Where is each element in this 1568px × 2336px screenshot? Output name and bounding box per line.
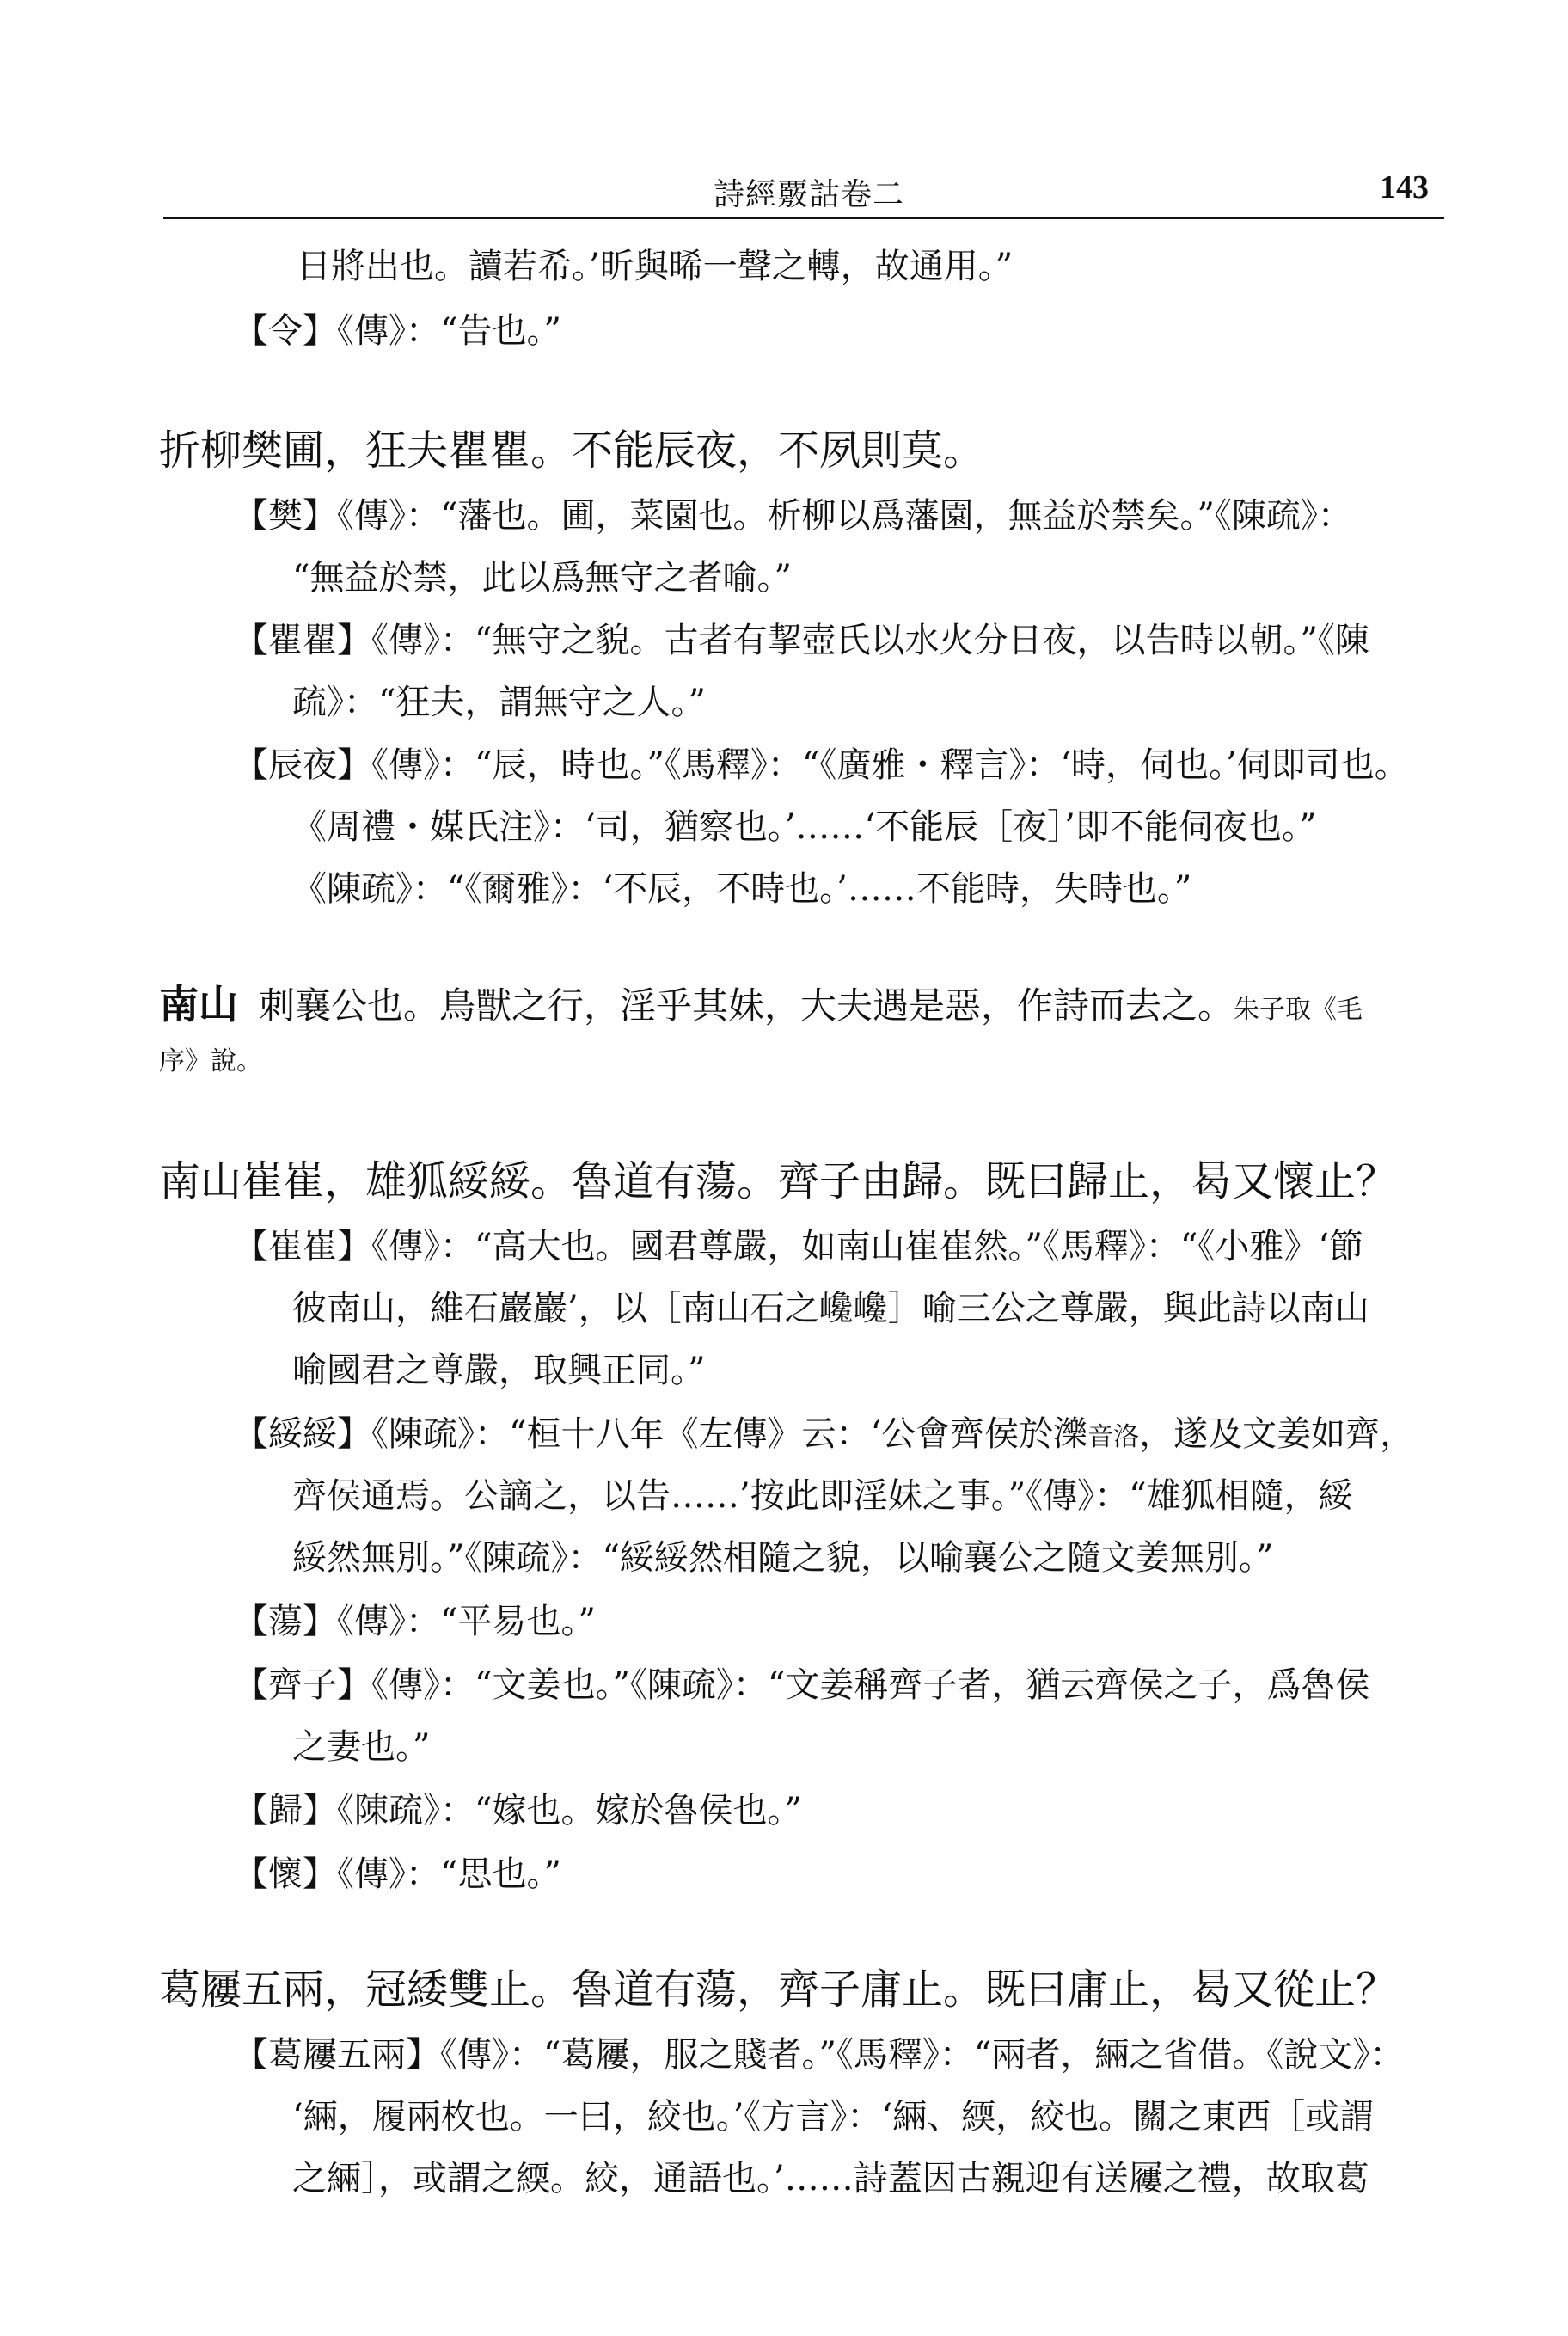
running-title: 詩經覈詁卷二	[714, 177, 905, 212]
poem-preface-line	[159, 981, 1363, 1027]
gloss-line: 【令】《傳》：“告也。”	[234, 311, 561, 351]
gloss-text: 【綏綏】《陳疏》：“桓十八年《左傳》云：‘公會齊侯於濼	[234, 1414, 1088, 1454]
gloss-continuation: 《周禮・媒氏注》：‘司，猶察也。’……‘不能辰［夜］’即不能伺夜也。”	[292, 807, 1317, 847]
gloss-line: 【歸】《陳疏》：“嫁也。嫁於魯侯也。”	[234, 1791, 802, 1830]
gloss-line: 【懷】《傳》：“思也。”	[234, 1855, 561, 1894]
preface-note: 朱子取《毛	[1234, 995, 1363, 1025]
gloss-continuation: “無益於禁，此以爲無守之者喻。”	[292, 558, 792, 598]
gloss-line: 【辰夜】《傳》：“辰，時也。”《馬釋》：“《廣雅・釋言》：‘時，伺也。’伺即司也。	[234, 745, 1409, 785]
gloss-continuation: 彼南山，維石巖巖’，以［南山石之巉巉］喻三公之尊嚴，與此詩以南山	[292, 1289, 1369, 1328]
verse-line: 折柳樊圃，狂夫瞿瞿。不能辰夜，不夙則莫。	[159, 426, 985, 475]
text-line: 日將出也。讀若希。’昕與晞一聲之轉，故通用。”	[297, 247, 1014, 286]
gloss-line: 【葛屨五兩】《傳》：“葛屨，服之賤者。”《馬釋》：“兩者，緉之省借。《說文》：	[234, 2035, 1405, 2075]
gloss-line: 【崔崔】《傳》：“高大也。國君尊嚴，如南山崔崔然。”《馬釋》：“《小雅》‘節	[234, 1227, 1364, 1266]
verse-line: 葛屨五兩，冠緌雙止。魯道有蕩，齊子庸止。既曰庸止，曷又從止？	[159, 1965, 1398, 2014]
gloss-line: 【樊】《傳》：“藩也。圃，菜園也。析柳以爲藩園，無益於禁矣。”《陳疏》：	[234, 496, 1352, 536]
gloss-line: 【蕩】《傳》：“平易也。”	[234, 1602, 596, 1641]
gloss-continuation: 喻國君之尊嚴，取興正同。”	[292, 1351, 706, 1390]
gloss-line	[234, 1414, 1415, 1454]
gloss-continuation: 之妻也。”	[292, 1727, 431, 1767]
header-rule	[163, 217, 1444, 219]
gloss-text: ，遂及文姜如齊，	[1139, 1414, 1415, 1454]
gloss-continuation: 疏》：“狂夫，謂無守之人。”	[292, 683, 706, 722]
gloss-continuation: 《陳疏》：“《爾雅》：‘不辰，不時也。’……不能時，失時也。”	[292, 869, 1192, 909]
gloss-continuation: 齊侯通焉。公謫之，以告……’按此即淫妹之事。”《傳》：“雄狐相隨，綏	[292, 1476, 1353, 1516]
pronunciation-note: 音洛	[1087, 1422, 1140, 1452]
gloss-line: 【瞿瞿】《傳》：“無守之貌。古者有挈壺氏以水火分日夜，以告時以朝。”《陳	[234, 621, 1369, 660]
running-header	[163, 163, 1444, 218]
gloss-continuation: 綏然無別。”《陳疏》：“綏綏然相隨之貌，以喻襄公之隨文姜無別。”	[292, 1538, 1274, 1578]
poem-title: 南山	[159, 981, 238, 1027]
gloss-line: 【齊子】《傳》：“文姜也。”《陳疏》：“文姜稱齊子者，猶云齊侯之子，爲魯侯	[234, 1665, 1370, 1705]
page-number: 143	[1380, 169, 1429, 205]
gloss-continuation: 之緉］，或謂之緛。絞，通語也。’……詩蓋因古親迎有送屨之禮，故取葛	[292, 2159, 1369, 2198]
verse-line: 南山崔崔，雄狐綏綏。魯道有蕩。齊子由歸。既曰歸止，曷又懷止？	[159, 1157, 1398, 1205]
gloss-continuation: ‘緉，履兩枚也。一曰，絞也。’《方言》：‘緉、緛，絞也。關之東西［或謂	[292, 2097, 1375, 2137]
preface-note-continuation: 序》說。	[159, 1046, 262, 1076]
preface-text: 刺襄公也。鳥獸之行，淫乎其妹，大夫遇是惡，作詩而去之。	[259, 984, 1234, 1027]
